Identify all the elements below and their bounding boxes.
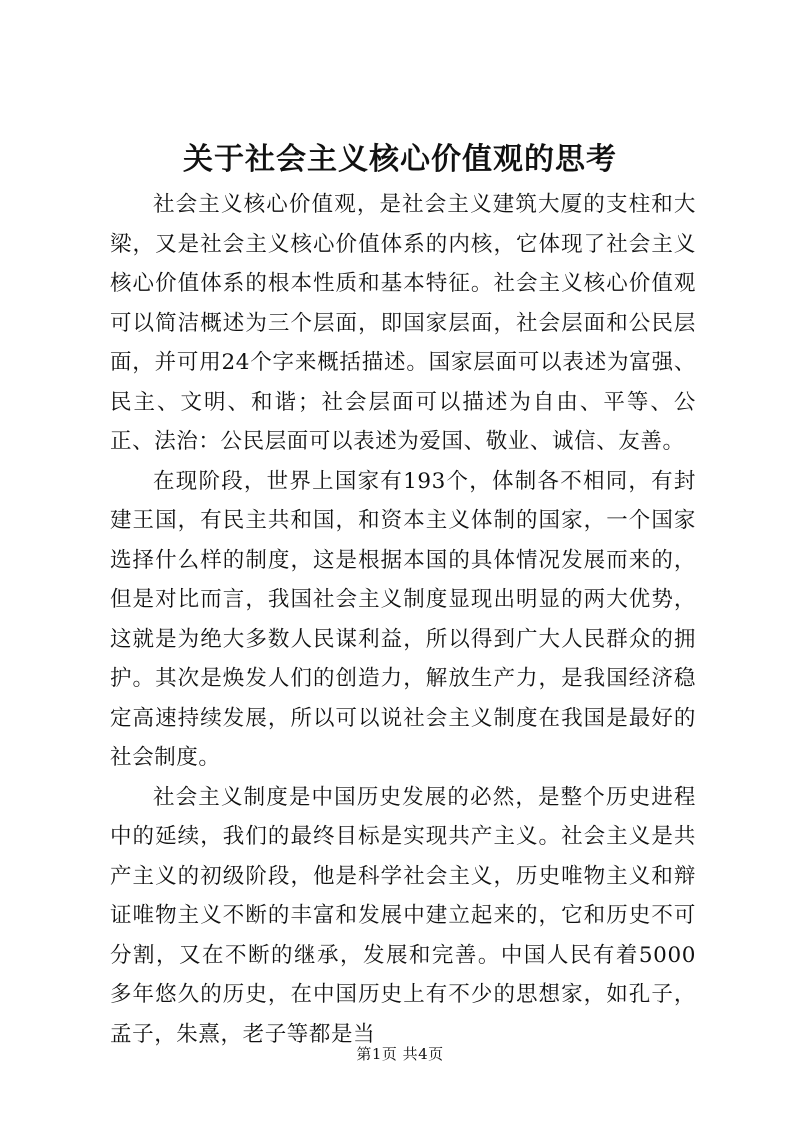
paragraph: 在现阶段，世界上国家有193个，体制各不相同，有封建王国，有民主共和国，和资本主义体制的国家，一个国家选择什么样的制度，这是根据本国的具体情况发展而来的，但是对比而言，我国社会主义制度显现出明显的两大优势，这就是为绝大多数人民谋利益，所以得到广大人民群众的拥护。其次是焕发人们的创造力，解放生产力，是我国经济稳定高速持续发展，所以可以说社会主义制度在我国是最好的社会制度。 — [110, 468, 696, 770]
paragraph: 社会主义制度是中国历史发展的必然，是整个历史进程中的延续，我们的最终目标是实现共产主义。社会主义是共产主义的初级阶段，他是科学社会主义，历史唯物主义和辩证唯物主义不断的丰富和发展中建立起来的，它和历史不可分割，又在不断的继承，发展和完善。中国人民有着5000多年悠久的历史，在中国历史上有不少的思想家，如孔子，孟子，朱熹，老子等都是当 — [110, 784, 696, 1047]
document-body — [110, 185, 696, 1054]
page-footer: 第1页 共4页 — [356, 1045, 444, 1063]
document-title: 关于社会主义核心价值观的思考 — [183, 142, 617, 177]
paragraph: 社会主义核心价值观，是社会主义建筑大厦的支柱和大梁，又是社会主义核心价值体系的内核，它体现了社会主义核心价值体系的根本性质和基本特征。社会主义核心价值观可以简洁概述为三个层面，即国家层面，社会层面和公民层面，并可用24个字来概括描述。国家层面可以表述为富强、民主、文明、和谐；社会层面可以描述为自由、平等、公正、法治：公民层面可以表述为爱国、敬业、诚信、友善。 — [110, 192, 696, 454]
